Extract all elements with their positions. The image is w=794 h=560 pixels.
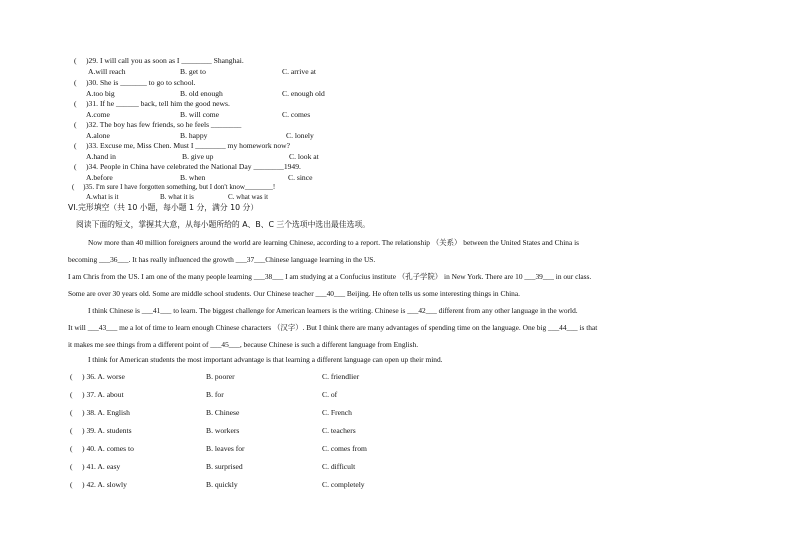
option-a: ( ) 40. A. comes to	[70, 444, 134, 453]
option-b: B. surprised	[206, 462, 243, 471]
option-b: B. Chinese	[206, 408, 240, 417]
question-stem: ( )32. The boy has few friends, so he feels ________	[74, 120, 242, 129]
option-b: B. happy	[180, 131, 208, 140]
option-b: B. leaves for	[206, 444, 245, 453]
option-c: C. since	[288, 173, 313, 182]
option-a: ( ) 37. A. about	[70, 390, 124, 399]
question-stem: ( )35. I'm sure I have forgotten something, but I don't know________!	[72, 183, 276, 191]
option-c: C. comes from	[322, 444, 367, 453]
question-stem: ( )34. People in China have celebrated the National Day ________1949.	[74, 162, 301, 171]
section-title: VI.完形填空（共 10 小题，每小题 1 分，满分 10 分）	[68, 203, 259, 212]
option-b: B. what it is	[160, 193, 194, 201]
option-b: B. will come	[180, 110, 220, 119]
option-c: C. look at	[289, 152, 319, 161]
option-b: B. for	[206, 390, 224, 399]
option-c: C. what was it	[228, 193, 269, 201]
option-a: ( ) 38. A. English	[70, 408, 130, 417]
passage-line: I think for American students the most important advantage is that learning a different language can open up their mind.	[88, 355, 443, 364]
passage-line: It will ___43___ me a lot of time to learn enough Chinese characters （汉字）. But I think there are many advantages of spending time on the language. One big ___44___ is that	[68, 323, 598, 332]
option-c: C. comes	[282, 110, 311, 119]
option-b: B. quickly	[206, 480, 238, 489]
option-a: A.hand in	[86, 152, 116, 161]
option-a: A.will reach	[88, 67, 126, 76]
option-a: A.too big	[86, 89, 115, 98]
question-stem: ( )33. Excuse me, Miss Chen. Must I ________ my homework now?	[74, 141, 290, 150]
option-b: B. when	[180, 173, 206, 182]
passage-line: it makes me see things from a different point of ___45___, because Chinese is such a different language from English.	[68, 340, 419, 349]
section-instruction: 阅读下面的短文，掌握其大意，从每小题所给的 A、B、C 三个选项中选出最佳选项。	[76, 220, 370, 229]
option-c: C. difficult	[322, 462, 356, 471]
option-b: B. get to	[180, 67, 206, 76]
option-a: A.come	[86, 110, 110, 119]
option-b: B. poorer	[206, 372, 235, 381]
question-stem: ( )31. If he ______ back, tell him the good news.	[74, 99, 230, 108]
passage-line: I am Chris from the US. I am one of the many people learning ___38___ I am studying at a Confucius institute （孔子学院） in New York. There are 10 ___39___ in our class.	[68, 272, 592, 281]
passage-line: I think Chinese is ___41___ to learn. The biggest challenge for American learners is the writing. Chinese is ___42___ different from any other language in the world.	[88, 306, 578, 315]
option-c: C. friendlier	[322, 372, 360, 381]
option-a: A.what is it	[86, 193, 119, 201]
question-stem: ( )30. She is _______ to go to school.	[74, 78, 196, 87]
option-a: ( ) 41. A. easy	[70, 462, 121, 471]
question-stem: ( )29. I will call you as soon as I ________ Shanghai.	[74, 56, 244, 65]
option-c: C. lonely	[286, 131, 314, 140]
passage-line: Now more than 40 million foreigners around the world are learning Chinese, according to a report. The relationship （关系） between the United States and China is	[88, 238, 580, 247]
passage-line: Some are over 30 years old. Some are middle school students. Our Chinese teacher ___40___ Beijing. He often tells us some interesting things in China.	[68, 289, 520, 298]
option-a: ( ) 42. A. slowly	[70, 480, 127, 489]
option-b: B. workers	[206, 426, 240, 435]
option-c: C. French	[322, 408, 352, 417]
option-c: C. arrive at	[282, 67, 316, 76]
option-b: B. old enough	[180, 89, 223, 98]
option-a: A.before	[86, 173, 113, 182]
option-c: C. of	[322, 390, 338, 399]
option-a: ( ) 36. A. worse	[70, 372, 125, 381]
option-c: C. completely	[322, 480, 365, 489]
option-a: ( ) 39. A. students	[70, 426, 132, 435]
option-b: B. give up	[182, 152, 214, 161]
option-a: A.alone	[86, 131, 110, 140]
passage-line: becoming ___36___. It has really influenced the growth ___37___Chinese language learning in the US.	[68, 255, 376, 264]
option-c: C. teachers	[322, 426, 356, 435]
option-c: C. enough old	[282, 89, 325, 98]
